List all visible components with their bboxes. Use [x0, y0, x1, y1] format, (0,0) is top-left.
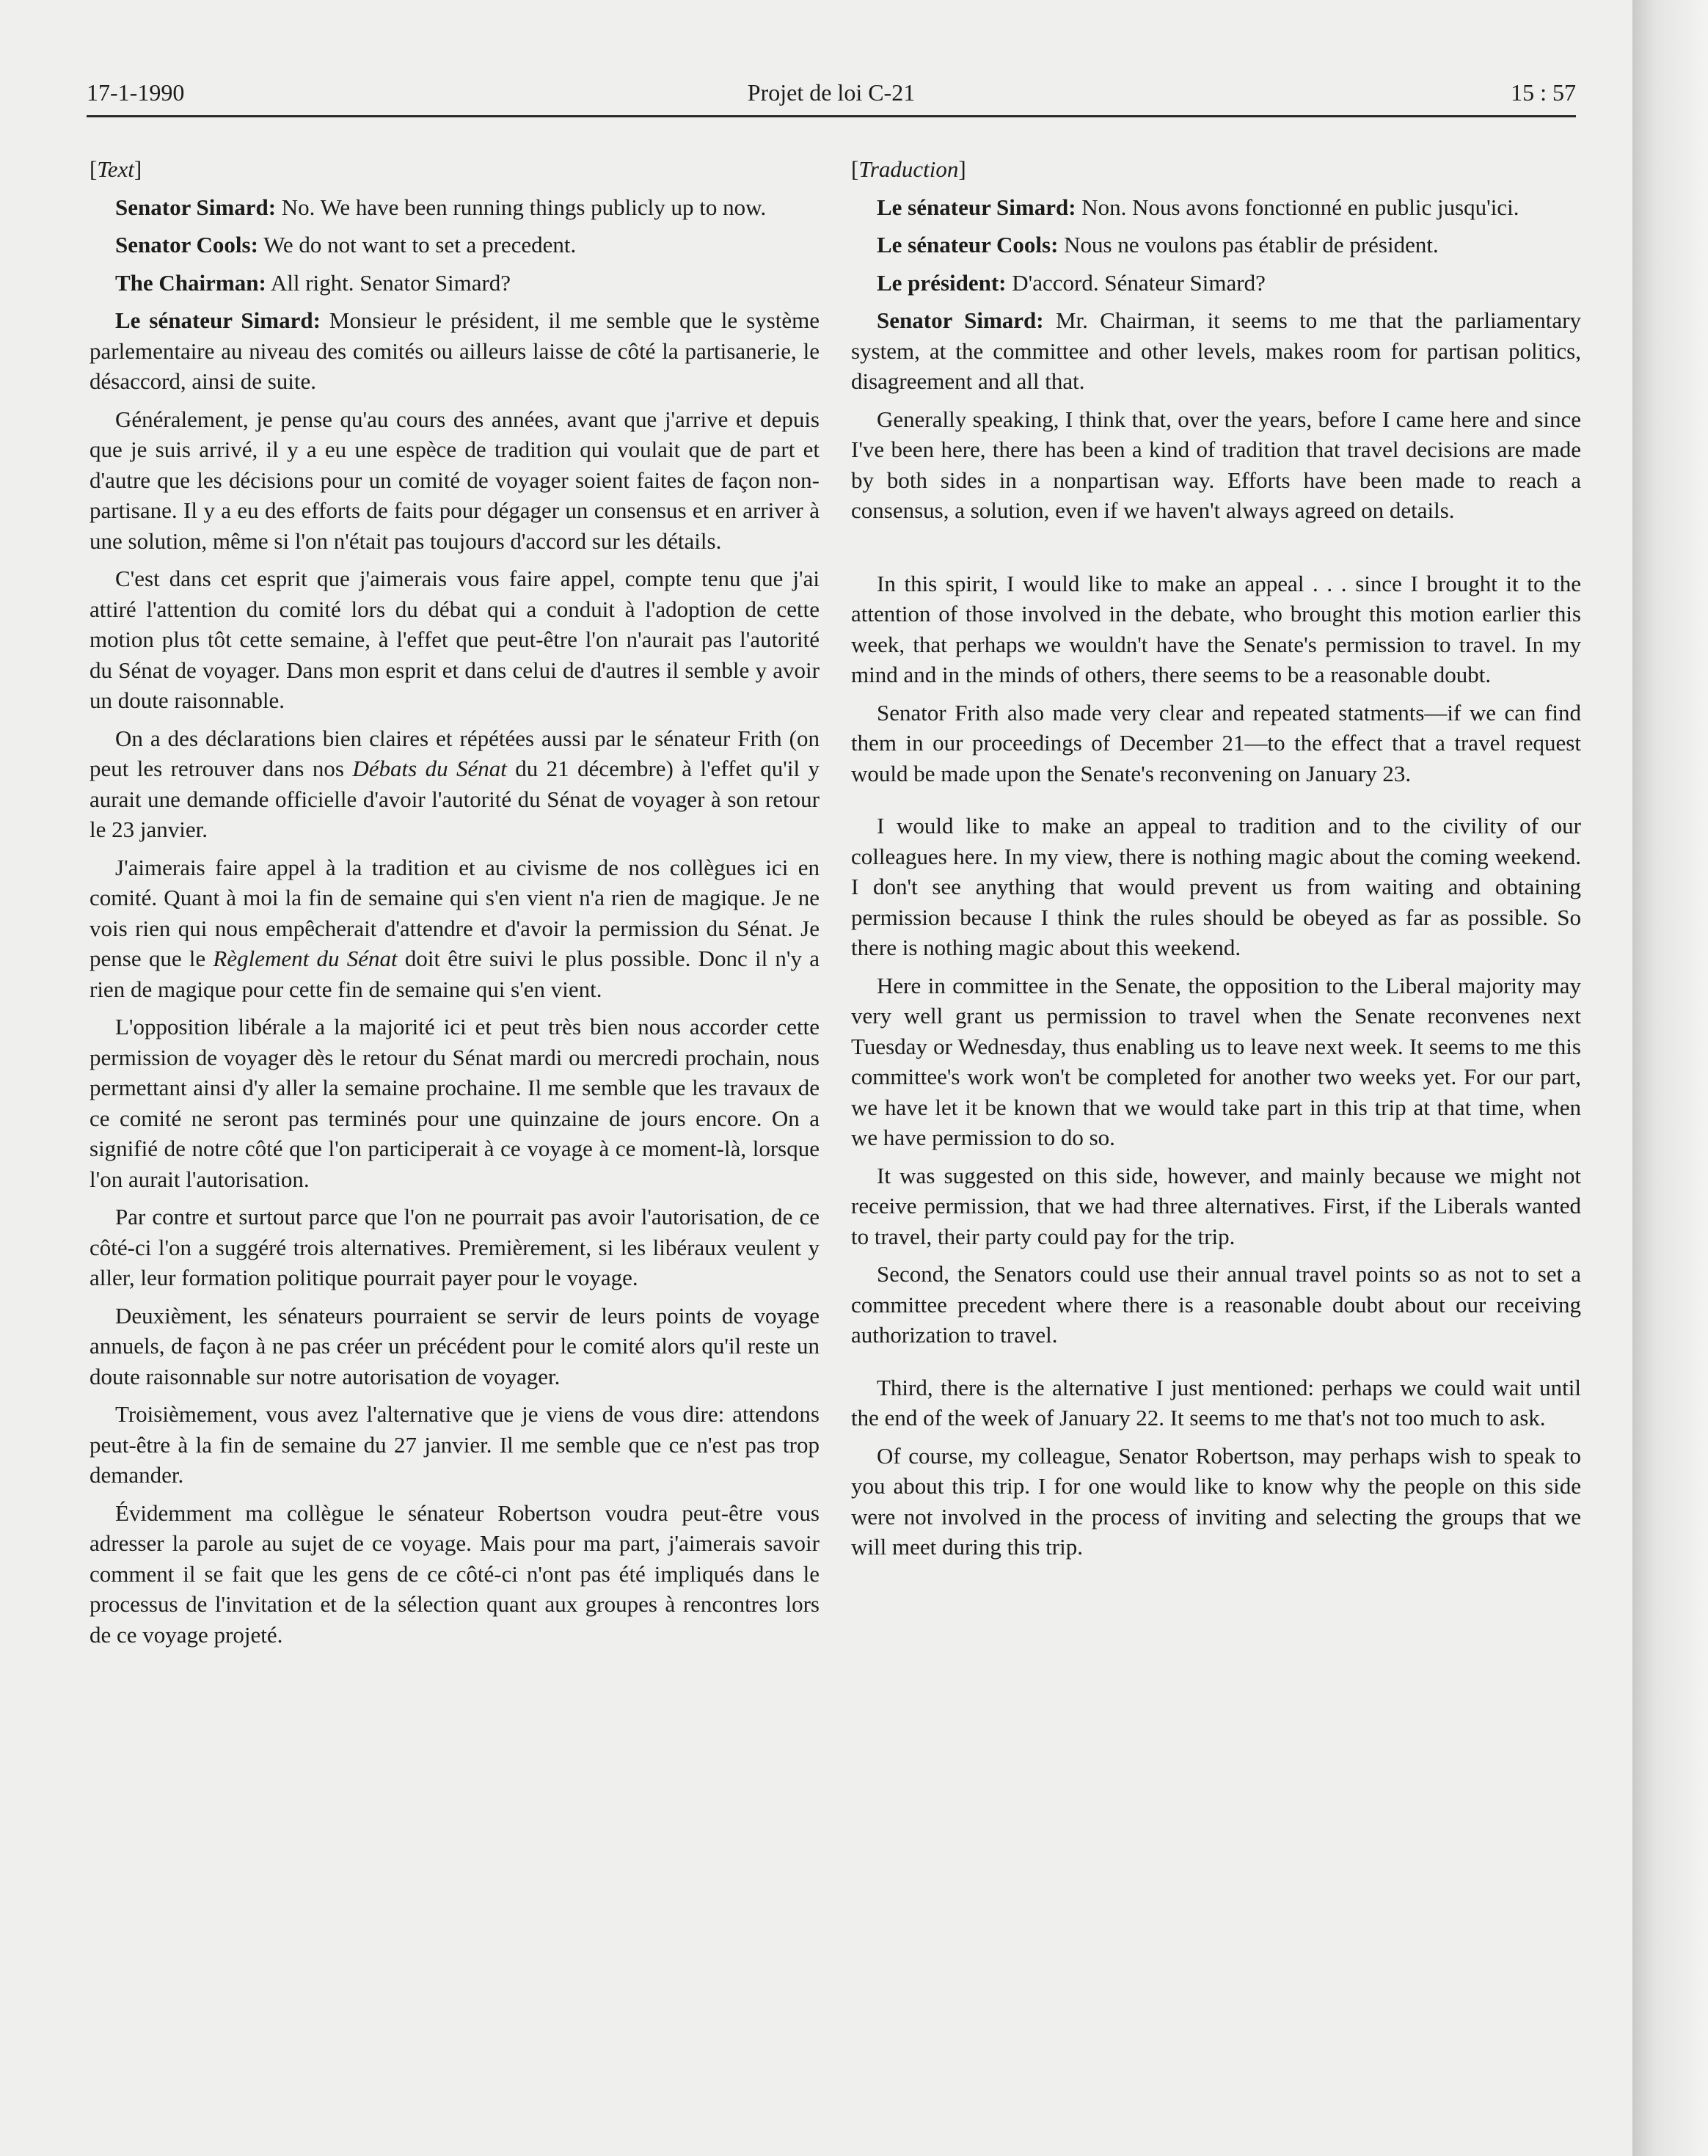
- paragraph: Deuxièment, les sénateurs pourraient se servir de leurs points de voyage annuels, de façon à ne pas créer un précédent pour le comité alors qu'il reste un doute raisonnable sur notre autorisation de voyager.: [90, 1302, 820, 1389]
- paragraph: Troisièmement, vous avez l'alternative que je viens de vous dire: attendons peut-être à la fin de semaine du 27 janvier. Il me semble que ce n'est pas trop demander.: [90, 1401, 820, 1488]
- right-column: [851, 154, 1581, 1563]
- paragraph: It was suggested on this side, however, and mainly because we might not receive permission, that we had three alternatives. First, if the Liberals wanted to travel, their party could pay for the trip.: [851, 1162, 1581, 1249]
- paragraph: Senator Simard: No. We have been running things publicly up to now.: [115, 194, 767, 220]
- paragraph: Of course, my colleague, Senator Robertson, may perhaps wish to speak to you about this trip. I for one would like to know why the people on this side were not involved in the process of inviting and selecting the groups that we will meet during this trip.: [851, 1442, 1581, 1560]
- paragraph: Le président: D'accord. Sénateur Simard?: [877, 269, 1266, 296]
- paragraph: Here in committee in the Senate, the opposition to the Liberal majority may very well grant us permission to travel when the Senate reconvenes next Tuesday or Wednesday, thus enabling us to leave next week. It seems to me this committee's work won't be completed for another two weeks yet. For our part, we have let it be known that we would take part in this trip at that time, when we have permission to do so.: [851, 972, 1581, 1150]
- speaker-name: Senator Cools:: [115, 232, 258, 257]
- language-label: [Traduction]: [851, 156, 966, 182]
- speaker-name: Le sénateur Cools:: [877, 232, 1059, 257]
- paragraph: Senator Simard: Mr. Chairman, it seems to me that the parliamentary system, at the committee and other levels, makes room for partisan politics, disagreement and all that.: [851, 307, 1582, 394]
- paragraph: L'opposition libérale a la majorité ici et peut très bien nous accorder cette permission de voyager dès le retour du Sénat mardi ou mercredi prochain, nous permettant ainsi d'y aller la semaine prochaine. Il me semble que les travaux de ce comité ne seront pas terminés pour une quinzaine de jours encore. On a signifié de notre côté que l'on participerait à ce voyage à ce moment-là, lorsque l'on aurait l'autorisation.: [90, 1014, 820, 1192]
- paragraph: Le sénateur Cools: Nous ne voulons pas établir de président.: [877, 232, 1439, 257]
- header-title: Projet de loi C-21: [747, 79, 916, 106]
- header-date: 17-1-1990: [87, 79, 185, 106]
- citation-title: Règlement du Sénat: [213, 946, 398, 971]
- paragraph: Le sénateur Simard: Non. Nous avons fonctionné en public jusqu'ici.: [877, 194, 1519, 220]
- page-edge-shadow: [1632, 0, 1708, 2156]
- paragraph: Senator Cools: We do not want to set a precedent.: [115, 232, 577, 257]
- speaker-name: Le sénateur Simard:: [115, 307, 321, 333]
- page-header: [87, 79, 1576, 116]
- paragraph: In this spirit, I would like to make an appeal . . . since I brought it to the attention of those involved in the debate, who brought this motion earlier this week, that perhaps we wouldn't have the Senate's permission to travel. In my mind and in the minds of others, there seems to be a reasonable doubt.: [851, 570, 1581, 687]
- paragraph: On a des déclarations bien claires et répétées aussi par le sénateur Frith (on peut les retrouver dans nos Débats du Sénat du 21 décembre) à l'effet qu'il y aurait une demande officielle d'avoir l'autorité du Sénat de voyager à son retour le 23 janvier.: [90, 725, 820, 842]
- paragraph: The Chairman: All right. Senator Simard?: [115, 269, 511, 296]
- speaker-name: Senator Simard:: [877, 307, 1044, 333]
- paragraph: Le sénateur Simard: Monsieur le président, il me semble que le système parlementaire au niveau des comités ou ailleurs laisse de côté la partisanerie, le désaccord, ainsi de suite.: [90, 307, 820, 394]
- paragraph: J'aimerais faire appel à la tradition et au civisme de nos collègues ici en comité. Quant à moi la fin de semaine qui s'en vient n'a rien de magique. Je ne vois rien qui nous empêcherait d'attendre et d'avoir la permission du Sénat. Je pense que le Règlement du Sénat doit être suivi le plus possible. Donc il n'y a rien de magique pour cette fin de semaine qui s'en vient.: [90, 854, 820, 1002]
- speaker-name: The Chairman:: [115, 269, 266, 296]
- paragraph: I would like to make an appeal to tradition and to the civility of our colleagues here. In my view, there is nothing magic about the coming weekend. I don't see anything that would prevent us from waiting and obtaining permission because I think the rules should be obeyed as far as possible. So there is nothing magic about this weekend.: [851, 813, 1581, 960]
- paragraph: Senator Frith also made very clear and repeated statments—if we can find them in our proceedings of December 21—to the effect that a travel request would be made upon the Senate's reconvening on January 23.: [851, 699, 1581, 786]
- header-rule: [87, 115, 1576, 117]
- paragraph: C'est dans cet esprit que j'aimerais vous faire appel, compte tenu que j'ai attiré l'attention du comité lors du débat qui a conduit à l'adoption de cette motion plus tôt cette semaine, à l'effet que peut-être l'on n'aurait pas l'autorité du Sénat de voyager. Dans mon esprit et dans celui de d'autres il semble y avoir un doute raisonnable.: [90, 566, 820, 713]
- paragraph: Par contre et surtout parce que l'on ne pourrait pas avoir l'autorisation, de ce côté-ci l'on a suggéré trois alternatives. Premièrement, si les libéraux veulent y aller, leur formation politique pourrait payer pour le voyage.: [90, 1204, 820, 1290]
- left-column: [90, 154, 820, 1650]
- paragraph: Généralement, je pense qu'au cours des années, avant que j'arrive et depuis que je suis arrivé, il y a eu une espèce de tradition qui voulait que de part et d'autre que les décisions pour un comité de voyager soient faites de façon non-partisane. Il y a eu des efforts de faits pour dégager un consensus et en arriver à une solution, même si l'on n'était pas toujours d'accord sur les détails.: [90, 406, 820, 554]
- speaker-name: Senator Simard:: [115, 194, 277, 220]
- language-label: [Text]: [90, 156, 142, 182]
- paragraph: Generally speaking, I think that, over the years, before I came here and since I've been here, there has been a kind of tradition that travel decisions are made by both sides in a nonpartisan way. Efforts have been made to reach a consensus, a solution, even if we haven't always agreed on details.: [851, 406, 1581, 523]
- paragraph: Évidemment ma collègue le sénateur Robertson voudra peut-être vous adresser la parole au sujet de ce voyage. Mais pour ma part, j'aimerais savoir comment il se fait que les gens de ce côté-ci n'ont pas été impliqués dans le processus de l'invitation et de la sélection quant aux groupes à rencontres lors de ce voyage projeté.: [90, 1499, 820, 1648]
- paragraph: Second, the Senators could use their annual travel points so as not to set a committee precedent where there is a reasonable doubt about our receiving authorization to travel.: [851, 1261, 1581, 1348]
- speaker-name: Le sénateur Simard:: [877, 194, 1076, 220]
- header-page-ref: 15 : 57: [1511, 79, 1576, 106]
- citation-title: Débats du Sénat: [352, 756, 507, 781]
- paragraph: Third, there is the alternative I just mentioned: perhaps we could wait until the end of the week of January 22. It seems to me that's not too much to ask.: [851, 1374, 1581, 1430]
- speaker-name: Le président:: [877, 269, 1007, 296]
